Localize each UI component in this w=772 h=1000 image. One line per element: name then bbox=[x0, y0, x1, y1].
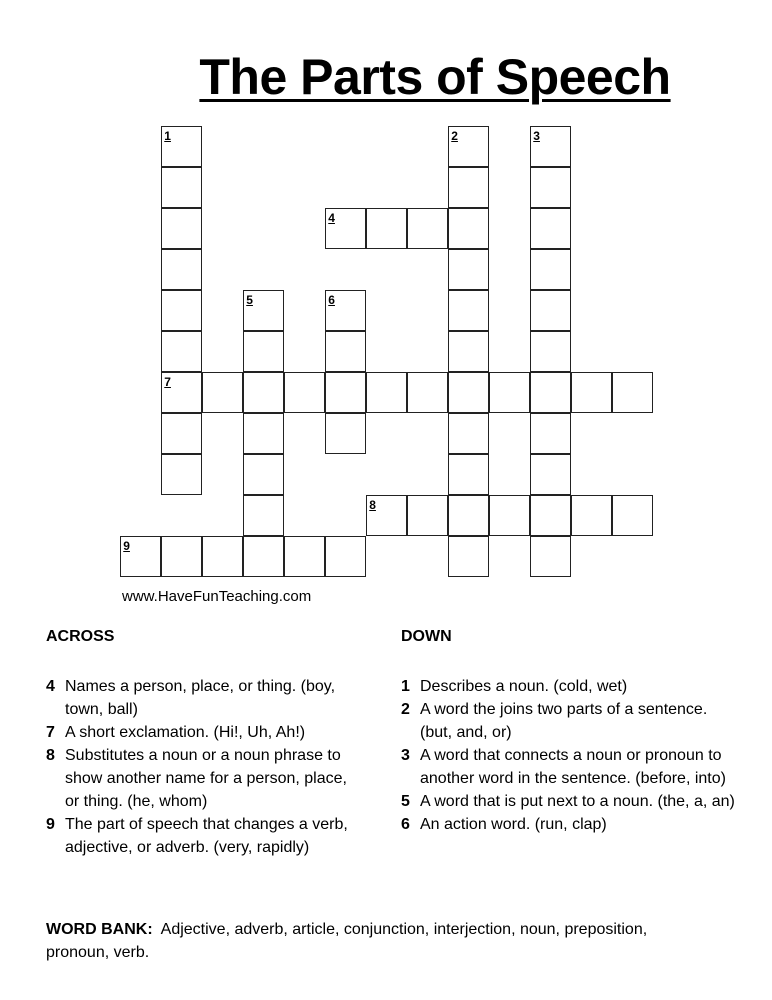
crossword-cell[interactable] bbox=[325, 290, 366, 331]
crossword-cell[interactable] bbox=[407, 372, 448, 413]
crossword-cell[interactable] bbox=[448, 413, 489, 454]
cell-number: 2 bbox=[451, 129, 458, 144]
clue-down-3 bbox=[401, 744, 741, 790]
clue-number: 4 bbox=[46, 678, 55, 695]
clue-across-9 bbox=[46, 813, 356, 859]
crossword-cell[interactable] bbox=[448, 167, 489, 208]
clue-across-7 bbox=[46, 721, 356, 744]
crossword-cell[interactable] bbox=[530, 331, 571, 372]
crossword-cell[interactable] bbox=[243, 331, 284, 372]
cell-number: 7 bbox=[164, 375, 171, 390]
website-credit: www.HaveFunTeaching.com bbox=[122, 588, 312, 605]
crossword-cell[interactable] bbox=[571, 495, 612, 536]
word-bank bbox=[46, 918, 686, 964]
crossword-cell[interactable] bbox=[243, 413, 284, 454]
cell-number: 1 bbox=[164, 129, 171, 144]
crossword-cell[interactable] bbox=[530, 372, 571, 413]
clue-text: The part of speech that changes a verb, adjective, or adverb. (very, rapidly) bbox=[65, 816, 348, 856]
crossword-cell[interactable] bbox=[530, 249, 571, 290]
cell-number: 9 bbox=[123, 539, 130, 554]
crossword-cell[interactable] bbox=[489, 372, 530, 413]
crossword-cell[interactable] bbox=[325, 536, 366, 577]
crossword-cell[interactable] bbox=[530, 290, 571, 331]
clue-text: An action word. (run, clap) bbox=[420, 816, 607, 833]
crossword-cell[interactable] bbox=[448, 126, 489, 167]
clue-text: Describes a noun. (cold, wet) bbox=[420, 678, 628, 695]
clue-number: 3 bbox=[401, 747, 410, 764]
crossword-cell[interactable] bbox=[530, 536, 571, 577]
clue-text: Substitutes a noun or a noun phrase to show another name for a person, place, or thing. (he, whom) bbox=[65, 747, 347, 810]
crossword-cell[interactable] bbox=[202, 372, 243, 413]
crossword-cell[interactable] bbox=[325, 331, 366, 372]
crossword-cell[interactable] bbox=[448, 495, 489, 536]
crossword-cell[interactable] bbox=[243, 454, 284, 495]
crossword-cell[interactable] bbox=[407, 208, 448, 249]
crossword-cell[interactable] bbox=[161, 413, 202, 454]
crossword-cell[interactable] bbox=[530, 126, 571, 167]
crossword-cell[interactable] bbox=[161, 290, 202, 331]
clue-number: 7 bbox=[46, 724, 55, 741]
crossword-cell[interactable] bbox=[243, 495, 284, 536]
clue-text: A word that is put next to a noun. (the, a, an) bbox=[420, 793, 735, 810]
page-title: The Parts of Speech bbox=[199, 49, 671, 105]
word-bank-words: Adjective, adverb, article, conjunction, interjection, noun, preposition, pronoun, verb. bbox=[46, 921, 648, 961]
crossword-cell[interactable] bbox=[325, 208, 366, 249]
cell-number: 3 bbox=[533, 129, 540, 144]
crossword-cell[interactable] bbox=[571, 372, 612, 413]
crossword-cell[interactable] bbox=[530, 454, 571, 495]
crossword-cell[interactable] bbox=[161, 208, 202, 249]
clue-number: 9 bbox=[46, 816, 55, 833]
crossword-cell[interactable] bbox=[202, 536, 243, 577]
crossword-cell[interactable] bbox=[284, 536, 325, 577]
clue-down-6 bbox=[401, 813, 741, 836]
down-clues bbox=[401, 675, 741, 836]
crossword-cell[interactable] bbox=[448, 208, 489, 249]
clue-text: Names a person, place, or thing. (boy, town, ball) bbox=[65, 678, 336, 718]
crossword-cell[interactable] bbox=[612, 372, 653, 413]
across-clues bbox=[46, 675, 356, 859]
cell-number: 5 bbox=[246, 293, 253, 308]
crossword-cell[interactable] bbox=[530, 208, 571, 249]
crossword-cell[interactable] bbox=[448, 454, 489, 495]
crossword-cell[interactable] bbox=[243, 372, 284, 413]
down-heading: DOWN bbox=[401, 628, 452, 645]
crossword-cell[interactable] bbox=[530, 167, 571, 208]
clue-number: 1 bbox=[401, 678, 410, 695]
crossword-cell[interactable] bbox=[161, 331, 202, 372]
clue-number: 8 bbox=[46, 747, 55, 764]
word-bank-label: WORD BANK: bbox=[46, 921, 153, 938]
crossword-cell[interactable] bbox=[325, 372, 366, 413]
crossword-cell[interactable] bbox=[530, 413, 571, 454]
cell-number: 4 bbox=[328, 211, 335, 226]
clue-number: 6 bbox=[401, 816, 410, 833]
clue-number: 2 bbox=[401, 701, 410, 718]
crossword-cell[interactable] bbox=[366, 208, 407, 249]
crossword-cell[interactable] bbox=[161, 126, 202, 167]
crossword-cell[interactable] bbox=[161, 536, 202, 577]
crossword-grid bbox=[121, 127, 654, 579]
clue-text: A short exclamation. (Hi!, Uh, Ah!) bbox=[65, 724, 306, 741]
crossword-cell[interactable] bbox=[161, 372, 202, 413]
crossword-cell[interactable] bbox=[120, 536, 161, 577]
crossword-cell[interactable] bbox=[530, 495, 571, 536]
crossword-cell[interactable] bbox=[448, 331, 489, 372]
crossword-cell[interactable] bbox=[448, 536, 489, 577]
crossword-cell[interactable] bbox=[161, 454, 202, 495]
crossword-cell[interactable] bbox=[407, 495, 448, 536]
cell-number: 8 bbox=[369, 498, 376, 513]
clue-down-5 bbox=[401, 790, 741, 813]
clue-text: A word the joins two parts of a sentence. (but, and, or) bbox=[420, 701, 708, 741]
crossword-cell[interactable] bbox=[161, 167, 202, 208]
clue-number: 5 bbox=[401, 793, 410, 810]
crossword-cell[interactable] bbox=[161, 249, 202, 290]
crossword-cell[interactable] bbox=[366, 372, 407, 413]
crossword-cell[interactable] bbox=[325, 413, 366, 454]
clue-down-1 bbox=[401, 675, 741, 698]
clue-across-8 bbox=[46, 744, 356, 813]
clue-down-2 bbox=[401, 698, 741, 744]
crossword-cell[interactable] bbox=[243, 536, 284, 577]
clue-text: A word that connects a noun or pronoun to another word in the sentence. (before, into) bbox=[420, 747, 726, 787]
crossword-cell[interactable] bbox=[448, 290, 489, 331]
crossword-cell[interactable] bbox=[612, 495, 653, 536]
clue-across-4 bbox=[46, 675, 356, 721]
crossword-cell[interactable] bbox=[243, 290, 284, 331]
crossword-cell[interactable] bbox=[448, 249, 489, 290]
cell-number: 6 bbox=[328, 293, 335, 308]
crossword-cell[interactable] bbox=[366, 495, 407, 536]
across-heading: ACROSS bbox=[46, 628, 115, 645]
crossword-cell[interactable] bbox=[284, 372, 325, 413]
crossword-cell[interactable] bbox=[448, 372, 489, 413]
crossword-cell[interactable] bbox=[489, 495, 530, 536]
